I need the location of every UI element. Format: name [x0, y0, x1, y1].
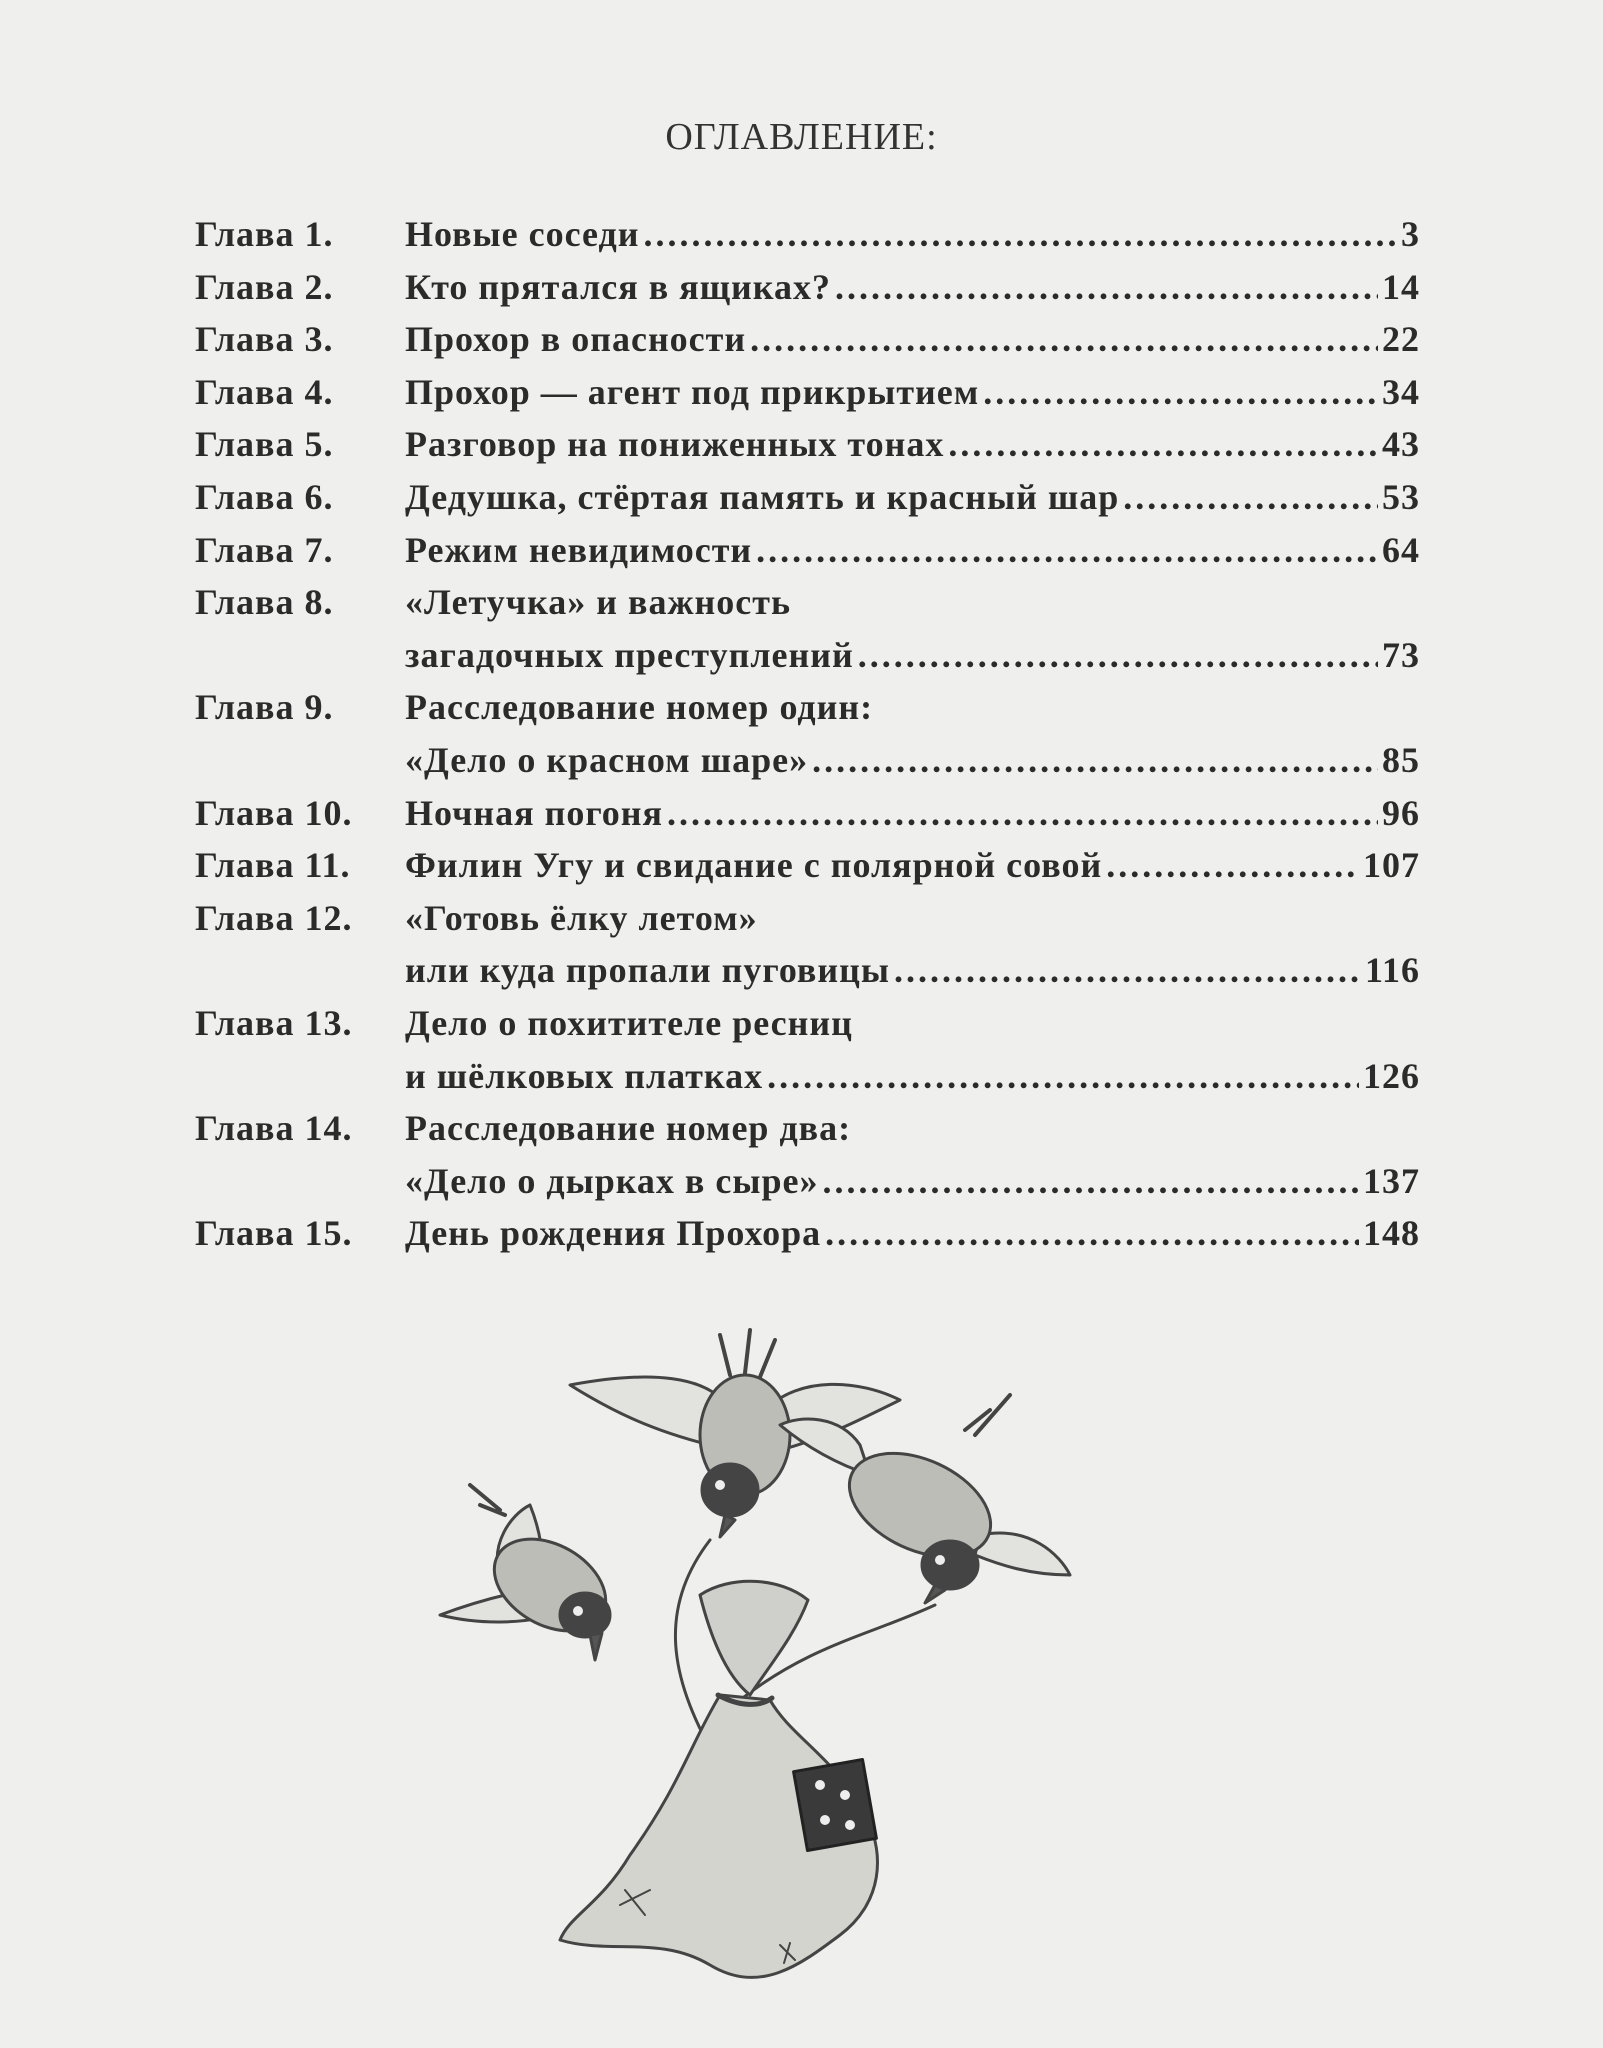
page-number: 126 [1363, 1055, 1420, 1096]
page-number: 85 [1382, 739, 1420, 780]
leader-dots [983, 366, 1378, 419]
chapter-title: Кто прятался в ящиках? [405, 266, 831, 307]
leader-dots [1123, 471, 1378, 524]
chapter-title: Разговор на пониженных тонах [405, 424, 945, 465]
chapter-title: Режим невидимости [405, 529, 753, 570]
chapter-title: Прохор — агент под прикрытием [405, 371, 980, 412]
page-number: 64 [1382, 529, 1420, 570]
toc-entry[interactable] [195, 313, 1420, 366]
toc-entry[interactable] [195, 208, 1420, 261]
chapter-title-continued: и шёлковых платках [405, 1055, 764, 1096]
chapter-number: Глава 4. [195, 371, 334, 412]
toc-entry[interactable] [195, 1207, 1420, 1260]
leader-dots [948, 418, 1378, 471]
chapter-title-continued: «Дело о дырках в сыре» [405, 1160, 819, 1201]
toc-entry[interactable] [195, 1102, 1420, 1207]
toc-entry[interactable] [195, 681, 1420, 786]
page-number: 96 [1382, 792, 1420, 833]
chapter-number: Глава 13. [195, 1002, 353, 1043]
chapter-number: Глава 8. [195, 582, 334, 623]
toc-entry[interactable] [195, 576, 1420, 681]
toc-entry[interactable] [195, 892, 1420, 997]
leader-dots [644, 208, 1398, 261]
chapter-number: Глава 15. [195, 1213, 353, 1254]
chapter-title-continued: «Дело о красном шаре» [405, 739, 809, 780]
page-number: 22 [1382, 319, 1420, 360]
chapter-number: Глава 3. [195, 319, 334, 360]
birds-carrying-sack-illustration [420, 1315, 1190, 2015]
page-number: 43 [1382, 424, 1420, 465]
toc-entry[interactable] [195, 261, 1420, 314]
chapter-title: Прохор в опасности [405, 319, 747, 360]
chapter-title: Ночная погоня [405, 792, 664, 833]
page-number: 3 [1401, 214, 1420, 254]
chapter-title: «Летучка» и важность [405, 582, 791, 623]
leader-dots [1106, 839, 1359, 892]
chapter-title: Расследование номер два: [405, 1108, 852, 1149]
chapter-number: Глава 5. [195, 424, 334, 465]
leader-dots [825, 1207, 1359, 1260]
leader-dots [767, 1050, 1359, 1103]
bird-left-icon [440, 1485, 622, 1660]
page-title: ОГЛАВЛЕНИЕ: [665, 116, 938, 158]
chapter-number: Глава 10. [195, 792, 353, 833]
page-number: 107 [1363, 845, 1420, 886]
leader-dots [894, 944, 1361, 997]
toc-entry[interactable] [195, 839, 1420, 892]
leader-dots [812, 734, 1378, 787]
toc-entry[interactable] [195, 787, 1420, 840]
chapter-number: Глава 1. [195, 214, 334, 254]
toc-entry[interactable] [195, 524, 1420, 577]
toc-entry[interactable] [195, 997, 1420, 1102]
chapter-title: Дело о похитителе ресниц [405, 1002, 853, 1043]
table-of-contents [195, 208, 1420, 1260]
chapter-title: Дедушка, стёртая память и красный шар [405, 476, 1120, 517]
page-number: 73 [1382, 634, 1420, 675]
bird-right-icon [780, 1395, 1070, 1603]
chapter-title: Филин Угу и свидание с полярной совой [405, 845, 1103, 886]
chapter-title: День рождения Прохора [405, 1213, 822, 1254]
page-number: 14 [1382, 266, 1420, 307]
page-number: 148 [1363, 1213, 1420, 1254]
page-number: 53 [1382, 476, 1420, 517]
chapter-title: Новые соседи [405, 214, 640, 254]
leader-dots [822, 1155, 1359, 1208]
sack-icon [560, 1581, 877, 1977]
chapter-number: Глава 2. [195, 266, 334, 307]
page-number: 34 [1382, 371, 1420, 412]
chapter-number: Глава 9. [195, 687, 334, 728]
leader-dots [750, 313, 1378, 366]
chapter-number: Глава 11. [195, 845, 351, 886]
toc-entry[interactable] [195, 366, 1420, 419]
chapter-number: Глава 7. [195, 529, 334, 570]
leader-dots [835, 261, 1378, 314]
toc-entry[interactable] [195, 471, 1420, 524]
leader-dots [667, 787, 1378, 840]
leader-dots [756, 524, 1378, 577]
page-number: 116 [1364, 950, 1420, 991]
toc-entry[interactable] [195, 418, 1420, 471]
chapter-title: «Готовь ёлку летом» [405, 897, 758, 938]
chapter-title-continued: загадочных преступлений [405, 634, 854, 675]
page-number: 137 [1363, 1160, 1420, 1201]
chapter-number: Глава 14. [195, 1108, 353, 1149]
leader-dots [858, 629, 1378, 682]
chapter-number: Глава 12. [195, 897, 353, 938]
chapter-title-continued: или куда пропали пуговицы [405, 950, 890, 991]
chapter-number: Глава 6. [195, 476, 334, 517]
chapter-title: Расследование номер один: [405, 687, 874, 728]
